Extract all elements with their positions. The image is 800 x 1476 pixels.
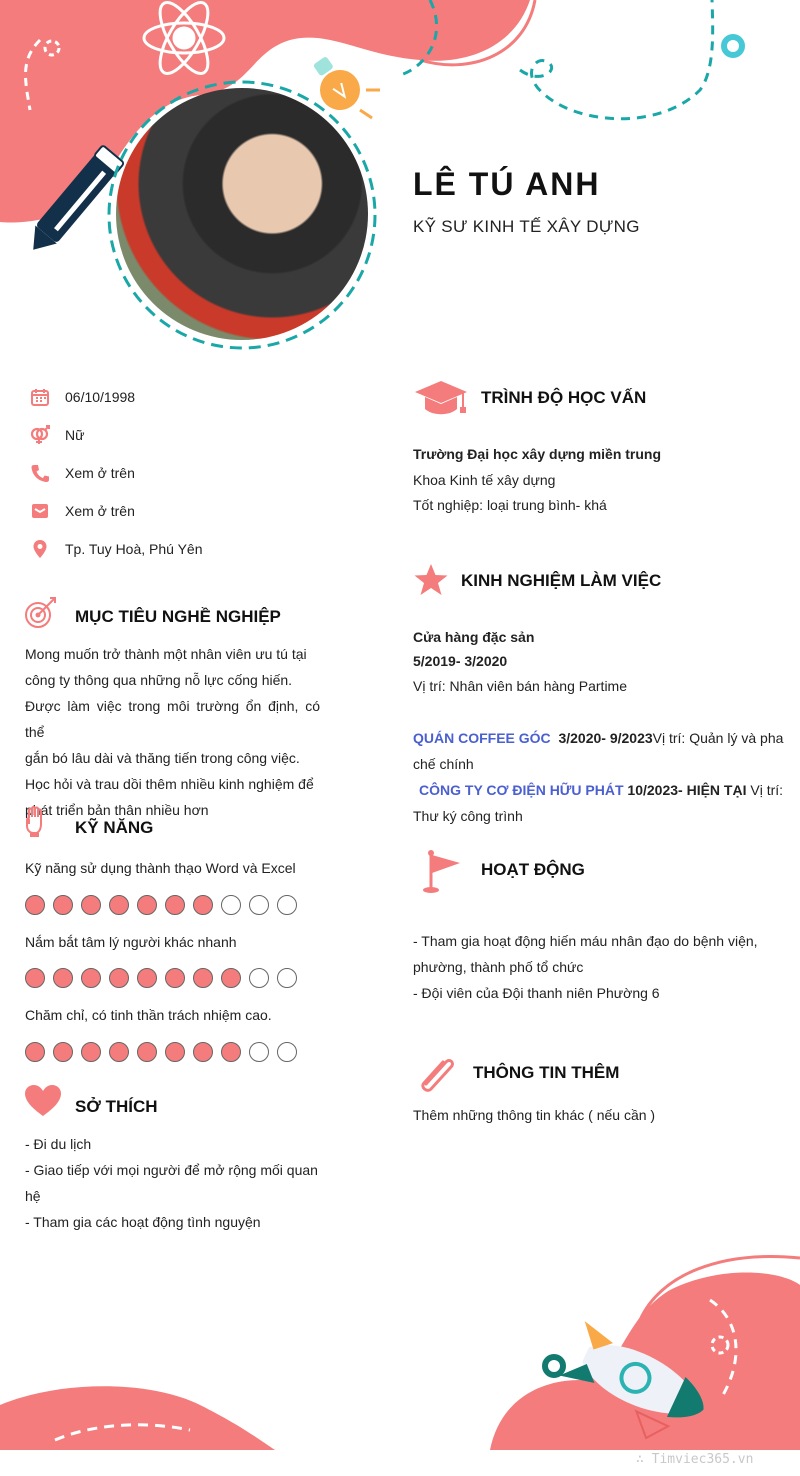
skill-label: Chăm chỉ, có tinh thần trách nhiệm cao. [25, 1007, 272, 1023]
hobby-line: hệ [25, 1188, 41, 1204]
address-value: Tp. Tuy Hoà, Phú Yên [65, 541, 203, 557]
skill-rating [25, 895, 297, 915]
phone-icon [30, 463, 50, 483]
job2-position-cont: chế chính [413, 756, 474, 772]
rating-dot-filled [81, 1042, 101, 1062]
faculty: Khoa Kinh tế xây dựng [413, 472, 556, 488]
contact-email [30, 499, 135, 523]
rating-dot-empty [249, 895, 269, 915]
graduation-cap-icon [413, 378, 469, 418]
job3-line [419, 777, 784, 803]
objective-line: Mong muốn trở thành một nhân viên ưu tú tại [25, 646, 307, 662]
rating-dot-filled [81, 968, 101, 988]
skills-title: KỸ NĂNG [75, 818, 154, 837]
skill-rating [25, 1042, 297, 1062]
objective-line: Được làm việc trong môi trường ổn định, có thể [25, 698, 320, 740]
activities-text [413, 928, 770, 1006]
flag-icon [418, 849, 464, 895]
job-title: KỸ SƯ KINH TẾ XÂY DỰNG [413, 217, 640, 236]
email-icon [30, 501, 50, 521]
skill-label: Kỹ năng sử dụng thành thạo Word và Excel [25, 860, 296, 876]
rating-dot-filled [53, 1042, 73, 1062]
rating-dot-filled [81, 895, 101, 915]
rating-dot-filled [25, 1042, 45, 1062]
rating-dot-empty [221, 895, 241, 915]
location-icon [30, 539, 50, 559]
activity-line: - Đội viên của Đội thanh niên Phường 6 [413, 985, 660, 1001]
rating-dot-filled [109, 1042, 129, 1062]
hobby-line: - Giao tiếp với mọi người để mở rộng mối quan [25, 1162, 318, 1178]
hobby-line: - Đi du lịch [25, 1136, 92, 1152]
contact-gender [30, 423, 84, 447]
job3-period: 10/2023- HIỆN TẠI [627, 782, 747, 798]
activity-line: phường, thành phố tổ chức [413, 959, 584, 975]
lightbulb-icon [303, 49, 368, 118]
rating-dot-filled [109, 968, 129, 988]
job3-company: CÔNG TY CƠ ĐIỆN HỮU PHÁT [419, 782, 624, 798]
activities-title: HOẠT ĐỘNG [481, 860, 585, 879]
birthdate-value: 06/10/1998 [65, 389, 136, 405]
job2-position: Vị trí: Quản lý và pha [652, 730, 784, 746]
hobbies-text [25, 1131, 325, 1235]
objective-text [25, 641, 320, 823]
hand-icon [24, 806, 48, 838]
objective-line: công ty thông qua những nỗ lực cống hiến. [25, 672, 293, 688]
rating-dot-filled [25, 968, 45, 988]
job3-position-cont: Thư ký công trình [413, 808, 523, 824]
rating-dot-filled [137, 895, 157, 915]
job1-period: 5/2019- 3/2020 [413, 653, 508, 669]
rating-dot-filled [221, 968, 241, 988]
rating-dot-filled [53, 895, 73, 915]
teal-ring [724, 37, 742, 55]
extra-text: Thêm những thông tin khác ( nếu cần ) [413, 1107, 656, 1123]
rating-dot-empty [277, 895, 297, 915]
rating-dot-empty [249, 1042, 269, 1062]
rating-dot-filled [109, 895, 129, 915]
target-icon [24, 596, 58, 630]
paperclip-icon [416, 1052, 458, 1094]
rating-dot-filled [193, 1042, 213, 1062]
school-name: Trường Đại học xây dựng miền trung [413, 446, 662, 462]
job2-company: QUÁN COFFEE GÓC [413, 730, 551, 746]
rating-dot-filled [137, 1042, 157, 1062]
hobby-line: - Tham gia các hoạt động tình nguyện [25, 1214, 261, 1230]
rating-dot-filled [25, 895, 45, 915]
job2-line [413, 725, 784, 751]
job1-company: Cửa hàng đặc sản [413, 629, 535, 645]
heart-icon [24, 1084, 62, 1118]
objective-line: Học hỏi và trau dồi thêm nhiều kinh nghiệm để [25, 776, 314, 792]
rating-dot-filled [137, 968, 157, 988]
rating-dot-filled [165, 895, 185, 915]
contact-birthdate [30, 385, 135, 409]
teal-small-ring [545, 1357, 563, 1375]
rating-dot-empty [277, 1042, 297, 1062]
objective-title: MỤC TIÊU NGHỀ NGHIỆP [75, 607, 281, 626]
gender-value: Nữ [65, 427, 85, 443]
skill-label: Nắm bắt tâm lý người khác nhanh [25, 934, 237, 950]
hobbies-title: SỞ THÍCH [75, 1097, 158, 1116]
rating-dot-filled [165, 968, 185, 988]
skill-rating [25, 968, 297, 988]
gender-icon [30, 425, 50, 445]
calendar-icon [30, 387, 50, 407]
rating-dot-filled [193, 895, 213, 915]
rating-dot-empty [277, 968, 297, 988]
rating-dot-empty [249, 968, 269, 988]
job1-position: Vị trí: Nhân viên bán hàng Partime [413, 678, 628, 694]
bottom-left-blob [0, 1386, 275, 1450]
watermark: ∴ Timviec365.vn [636, 1452, 754, 1467]
job3-position: Vị trí: [750, 782, 784, 798]
graduation-grade: Tốt nghiệp: loại trung bình- khá [413, 497, 607, 513]
phone-value: Xem ở trên [65, 465, 135, 481]
activity-line: - Tham gia hoạt động hiến máu nhân đạo do bệnh viện, [413, 933, 758, 949]
rating-dot-filled [193, 968, 213, 988]
contact-phone [30, 461, 135, 485]
objective-line: phát triển bản thân nhiều hơn [25, 802, 209, 818]
rating-dot-filled [221, 1042, 241, 1062]
profile-photo [116, 88, 368, 340]
education-title: TRÌNH ĐỘ HỌC VẤN [481, 388, 647, 407]
experience-title: KINH NGHIỆM LÀM VIỆC [461, 571, 662, 590]
job2-period: 3/2020- 9/2023 [558, 730, 653, 746]
extra-title: THÔNG TIN THÊM [473, 1063, 620, 1082]
rating-dot-filled [53, 968, 73, 988]
rating-dot-filled [165, 1042, 185, 1062]
star-icon [413, 563, 449, 597]
email-value: Xem ở trên [65, 503, 135, 519]
contact-address [30, 537, 203, 561]
objective-line: gắn bó lâu dài và thăng tiến trong công việc. [25, 750, 300, 766]
candidate-name: LÊ TÚ ANH [413, 166, 601, 202]
